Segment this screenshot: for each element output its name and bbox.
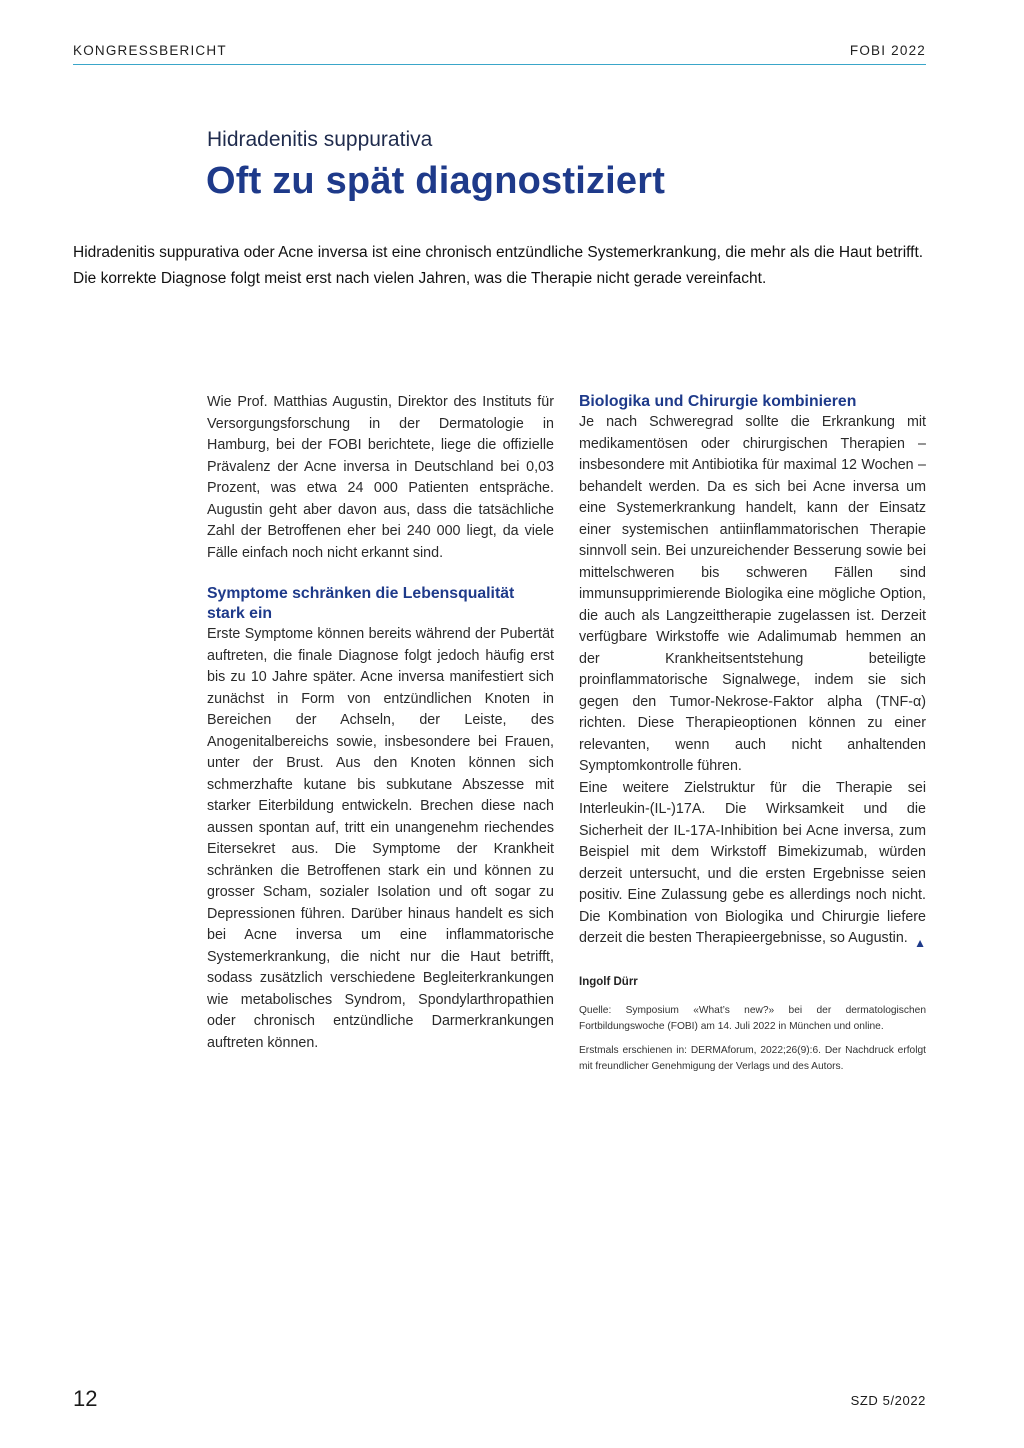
- first-published-note: Erstmals erschienen in: DERMAforum, 2022;26(9):6. Der Nachdruck erfolgt mit freundlicher Genehmigung der Verlags und des Autors.: [579, 1045, 926, 1072]
- section-label: KONGRESSBERICHT: [73, 43, 227, 58]
- intro-paragraph: Wie Prof. Matthias Augustin, Direktor des Instituts für Versorgungsforschung in der Dermatologie in Hamburg, bei der FOBI berichtete, liege die offizielle Prävalenz der Acne inversa in Deutschland bei 0,03 Prozent, was etwa 24 000 Patienten entspräche. Augustin geht aber davon aus, dass die tatsächliche Zahl der Betroffenen eher bei 240 000 liegt, da viele Fälle einfach noch nicht erkannt sind.: [207, 394, 554, 561]
- issue-label: SZD 5/2022: [850, 1393, 926, 1408]
- outlook-paragraph: [579, 778, 926, 950]
- section-heading-therapy: Biologika und Chirurgie kombinieren: [579, 393, 857, 410]
- section-heading-symptoms: Symptome schränken die Lebensqualität stark ein: [207, 585, 515, 622]
- source-note: Quelle: Symposium «What’s new?» bei der dermatologischen Fortbildungswoche (FOBI) am 14. Juli 2022 in München und online.: [579, 1005, 926, 1032]
- running-header: [73, 40, 926, 65]
- end-triangle-icon: ▲: [914, 936, 926, 950]
- article-headline: Oft zu spät diagnostiziert: [206, 160, 666, 202]
- page-number: 12: [73, 1386, 98, 1411]
- article-lead: Hidradenitis suppurativa oder Acne inversa ist eine chronisch entzündliche Systemerkrankung, die mehr als die Haut betrifft. Die korrekte Diagnose folgt meist erst nach vielen Jahren, was die Therapie nicht gerade vereinfacht.: [73, 244, 924, 287]
- therapy-paragraph: Je nach Schweregrad sollte die Erkrankung mit medikamentösen oder chirurgischen Therapien – insbesondere mit Antibiotika für maximal 12 Wochen – behandelt werden. Da es sich bei Acne inversa um eine Systemerkrankung handelt, kann der Einsatz einer systemischen antiinflammatorischen Therapie sinnvoll sein. Bei unzureichender Besserung sowie bei mittelschweren bis schweren Fällen sind immunsupprimierende Biologika eine mögliche Option, die auch als Langzeittherapie zugelassen ist. Derzeit verfügbare Wirkstoffe wie Adalimumab hemmen an der Krankheitsentstehung beteiligte proinflammatorische Signalwege, indem sie sich gegen den Tumor-Nekrose-Faktor alpha (TNF-α) richten. Diese Therapieoptionen können zu einer relevanten, wenn auch nicht anhaltenden Symptomkontrolle führen.: [579, 414, 926, 774]
- author-name: Ingolf Dürr: [579, 975, 638, 988]
- event-label: FOBI 2022: [849, 43, 926, 58]
- symptoms-paragraph: Erste Symptome können bereits während der Pubertät auftreten, die finale Diagnose folgt jedoch häufig erst bis zu 10 Jahre später. Acne inversa manifestiert sich zunächst in Form von entzündlichen Knoten in Bereichen der Achseln, der Leiste, des Anogenitalbereichs sowie, insbesondere bei Frauen, unter der Brust. Aus den Knoten können sich schmerzhafte kutane bis subkutane Abszesse mit starker Eiterbildung entwickeln. Brechen diese nach aussen spontan auf, tritt ein unangenehm riechendes Eitersekret aus. Die Symptome der Krankheit schränken die Betroffenen stark ein und können zu grosser Scham, sozialer Isolation und oft sogar zu Depressionen führen. Darüber hinaus handelt es sich bei Acne inversa um eine inflammatorische Systemerkrankung, die nicht nur die Haut betrifft, sodass zusätzlich verschiedene Begleiterkrankungen wie metabolisches Syndrom, Spondylarthropathien oder chronisch entzündliche Darmerkrankungen auftreten können.: [207, 626, 554, 1051]
- left-column: [207, 392, 554, 1054]
- right-column: [579, 392, 926, 1075]
- article-kicker: Hidradenitis suppurativa: [207, 128, 433, 151]
- outlook-text: Eine weitere Zielstruktur für die Therapie sei Interleukin-(IL-)17A. Die Wirksamkeit und die Sicherheit der IL-17A-Inhibition bei Acne inversa, zum Beispiel mit dem Wirkstoff Bimekizumab, würden derzeit untersucht, und die ersten Ergebnisse seien positiv. Eine Zulassung gebe es allerdings noch nicht. Die Kombination von Biologika und Chirurgie liefere derzeit die besten Therapieergebnisse, so Augustin.: [579, 779, 926, 946]
